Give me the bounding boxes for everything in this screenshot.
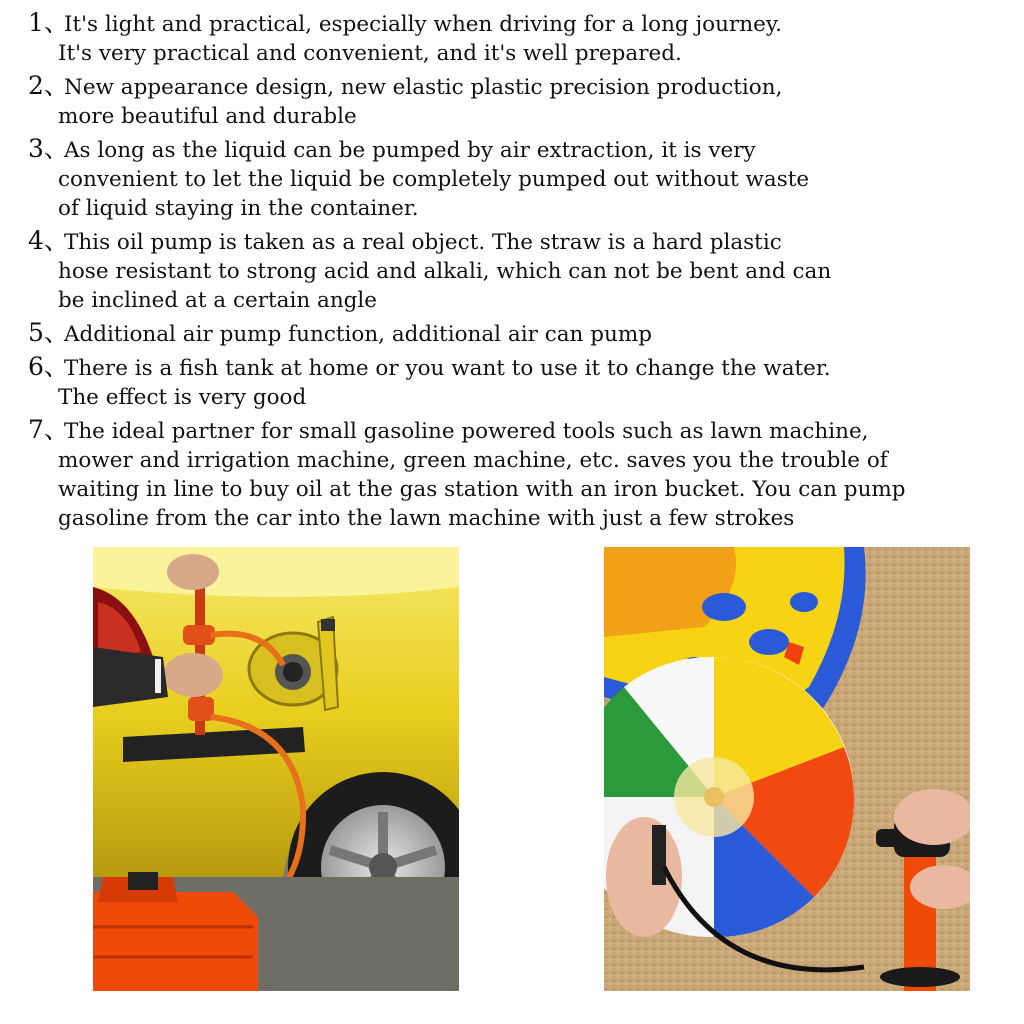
beach-ball-air-pump-photo <box>604 547 970 991</box>
feature-item-1 <box>28 10 1008 68</box>
feature-number: 4、 <box>28 226 69 255</box>
feature-line: Additional air pump function, additional air can pump <box>64 322 652 347</box>
feature-line: The effect is very good <box>58 385 307 410</box>
car-fuel-pump-photo <box>93 547 459 991</box>
feature-line: It's very practical and convenient, and it's well prepared. <box>58 41 682 66</box>
feature-line: hose resistant to strong acid and alkali, which can not be bent and can <box>58 259 832 284</box>
car-fuel-pump-icon <box>93 547 459 991</box>
feature-line: more beautiful and durable <box>58 104 357 129</box>
feature-line: convenient to let the liquid be completely pumped out without waste <box>58 167 810 192</box>
feature-line: As long as the liquid can be pumped by air extraction, it is very <box>64 138 756 163</box>
feature-list <box>28 10 1008 538</box>
feature-line: waiting in line to buy oil at the gas station with an iron bucket. You can pump <box>58 477 906 502</box>
feature-number: 5、 <box>28 318 69 347</box>
feature-line: This oil pump is taken as a real object. The straw is a hard plastic <box>64 230 782 255</box>
feature-line: The ideal partner for small gasoline powered tools such as lawn machine, <box>64 419 869 444</box>
feature-number: 3、 <box>28 134 69 163</box>
feature-number: 1、 <box>28 8 69 37</box>
feature-line: be inclined at a certain angle <box>58 288 378 313</box>
feature-number: 7、 <box>28 415 69 444</box>
feature-number: 2、 <box>28 71 69 100</box>
feature-line: mower and irrigation machine, green machine, etc. saves you the trouble of <box>58 448 888 473</box>
feature-item-7 <box>28 417 1008 533</box>
feature-line: It's light and practical, especially when driving for a long journey. <box>64 12 782 37</box>
feature-line: gasoline from the car into the lawn machine with just a few strokes <box>58 506 795 531</box>
feature-number: 6、 <box>28 352 69 381</box>
feature-line: New appearance design, new elastic plastic precision production, <box>64 75 783 100</box>
feature-line: of liquid staying in the container. <box>58 196 419 221</box>
feature-item-3 <box>28 136 1008 223</box>
feature-item-4 <box>28 228 1008 315</box>
feature-line: There is a fish tank at home or you want to use it to change the water. <box>64 356 831 381</box>
feature-item-5 <box>28 320 1008 349</box>
feature-item-2 <box>28 73 1008 131</box>
beach-ball-air-pump-icon <box>604 547 970 991</box>
feature-item-6 <box>28 354 1008 412</box>
